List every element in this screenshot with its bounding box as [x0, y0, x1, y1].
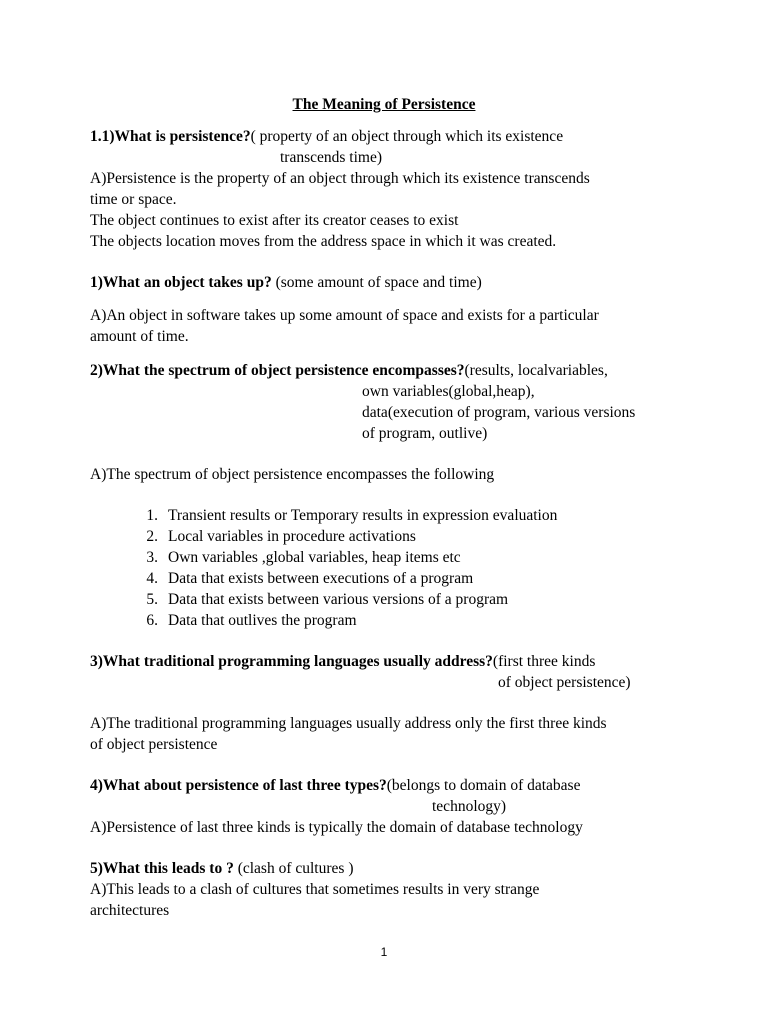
answer-line: A)The spectrum of object persistence encompasses the following [90, 466, 495, 483]
question-hint: (some amount of space and time) [271, 274, 482, 291]
question-hint: (results, localvariables, [464, 362, 608, 379]
section-spectrum-answer [90, 464, 690, 485]
answer-line: A)Persistence is the property of an object through which its existence transcends [90, 170, 590, 187]
question-text: 4)What about persistence of last three types? [90, 777, 387, 794]
spectrum-list [90, 505, 557, 631]
section-traditional-languages-answer [90, 713, 690, 755]
list-item [90, 568, 557, 589]
list-item [90, 505, 557, 526]
list-item-text: Own variables ,global variables, heap items etc [168, 549, 461, 566]
question-hint: (belongs to domain of database [386, 777, 581, 794]
answer-line: The objects location moves from the address space in which it was created. [90, 233, 557, 250]
question-text: 1.1)What is persistence? [90, 128, 251, 145]
section-object-takes-up-answer [90, 305, 690, 347]
list-item-number: 6. [146, 612, 158, 629]
question-hint: (first three kinds [492, 653, 596, 670]
question-hint: ( property of an object through which its existence [250, 128, 564, 145]
section-last-three-types [90, 775, 690, 838]
list-item [90, 547, 557, 568]
document-title: The Meaning of Persistence [292, 96, 476, 113]
answer-line: amount of time. [90, 328, 189, 345]
question-text: 5)What this leads to ? [90, 860, 234, 877]
answer-line: A)Persistence of last three kinds is typically the domain of database technology [90, 819, 583, 836]
answer-line: time or space. [90, 191, 177, 208]
answer-line: A)The traditional programming languages usually address only the first three kinds [90, 715, 607, 732]
answer-line: A)An object in software takes up some amount of space and exists for a particular [90, 307, 599, 324]
question-text: 1)What an object takes up? [90, 274, 272, 291]
question-hint-continued: data(execution of program, various versions [362, 404, 636, 421]
section-object-takes-up [90, 272, 690, 293]
question-text: 3)What traditional programming languages usually address? [90, 653, 493, 670]
question-hint-continued: transcends time) [280, 149, 383, 166]
section-traditional-languages [90, 651, 690, 693]
answer-line: of object persistence [90, 736, 218, 753]
question-hint: (clash of cultures ) [233, 860, 354, 877]
list-item [90, 526, 557, 547]
section-what-this-leads-to [90, 858, 690, 921]
list-item-text: Local variables in procedure activations [168, 528, 416, 545]
list-item-number: 2. [146, 528, 158, 545]
question-hint-continued: of program, outlive) [362, 425, 488, 442]
answer-line: architectures [90, 902, 170, 919]
section-spectrum [90, 360, 690, 444]
list-item-number: 1. [146, 507, 158, 524]
list-item [90, 589, 557, 610]
answer-line: A)This leads to a clash of cultures that sometimes results in very strange [90, 881, 540, 898]
question-hint-continued: of object persistence) [498, 674, 631, 691]
question-hint-continued: own variables(global,heap), [362, 383, 535, 400]
list-item-text: Data that exists between executions of a program [168, 570, 474, 587]
question-text: 2)What the spectrum of object persistence encompasses? [90, 362, 465, 379]
list-item-text: Transient results or Temporary results in expression evaluation [168, 507, 558, 524]
section-what-is-persistence [90, 126, 690, 252]
list-item-text: Data that outlives the program [168, 612, 357, 629]
list-item-number: 3. [146, 549, 158, 566]
list-item-text: Data that exists between various versions of a program [168, 591, 509, 608]
list-item [90, 610, 557, 631]
page-number: 1 [380, 945, 388, 959]
answer-line: The object continues to exist after its creator ceases to exist [90, 212, 459, 229]
list-item-number: 4. [146, 570, 158, 587]
question-hint-continued: technology) [432, 798, 507, 815]
list-item-number: 5. [146, 591, 158, 608]
